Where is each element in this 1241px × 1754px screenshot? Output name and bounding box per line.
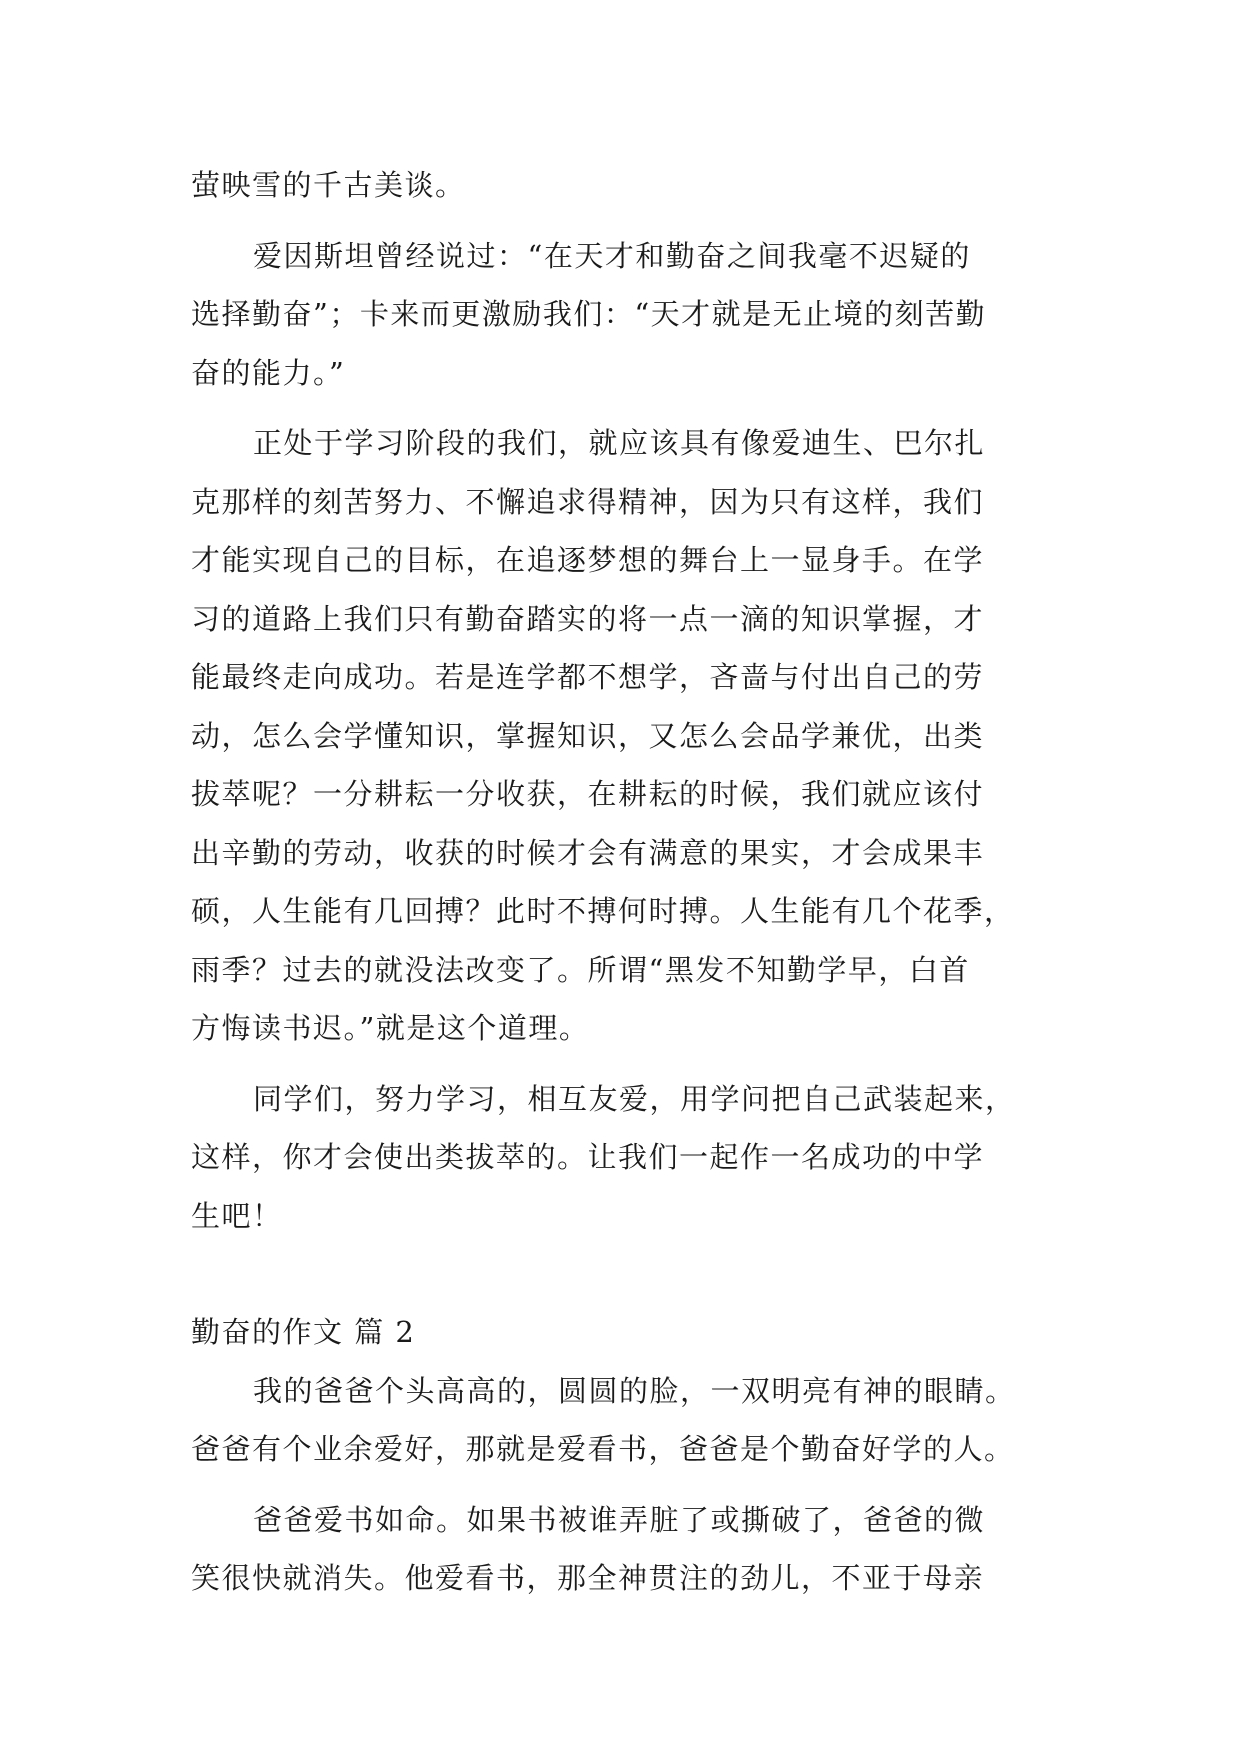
text-line: 爱因斯坦曾经说过：“在天才和勤奋之间我毫不迟疑的	[253, 238, 971, 273]
text-line: 克那样的刻苦努力、不懈追求得精神，因为只有这样，我们	[191, 484, 985, 519]
text-line: 爸爸爱书如命。如果书被谁弄脏了或撕破了，爸爸的微	[253, 1502, 986, 1537]
text-line: 正处于学习阶段的我们，就应该具有像爱迪生、巴尔扎	[253, 426, 986, 460]
text-line: 这样，你才会使出类拔萃的。让我们一起作一名成功的中学	[191, 1140, 985, 1174]
paragraph-continuation	[191, 156, 1051, 215]
text-line: 方悔读书迟。”就是这个道理。	[191, 1011, 590, 1045]
text-line: 才能实现自己的目标，在追逐梦想的舞台上一显身手。在学	[191, 543, 985, 577]
paragraph-study-stage	[191, 414, 1051, 1058]
text-line: 能最终走向成功。若是连学都不想学，吝啬与付出自己的劳	[191, 660, 985, 694]
text-line: 生吧！	[191, 1198, 283, 1233]
paragraph-classmates	[191, 1070, 1051, 1246]
text-line: 奋的能力。”	[191, 355, 346, 390]
text-line: 笑很快就消失。他爱看书，那全神贯注的劲儿，不亚于母亲	[191, 1561, 985, 1595]
text-line: 萤映雪的千古美谈。	[191, 168, 466, 202]
section-heading: 勤奋的作文 篇 2	[191, 1315, 416, 1349]
text-line: 习的道路上我们只有勤奋踏实的将一点一滴的知识掌握，才	[191, 601, 985, 636]
text-line: 硕，人生能有几回搏？此时不搏何时搏。人生能有几个花季，	[191, 894, 1015, 928]
text-line: 同学们，努力学习，相互友爱，用学问把自己武装起来，	[253, 1081, 1016, 1116]
text-line: 动，怎么会学懂知识，掌握知识，又怎么会品学兼优，出类	[191, 718, 985, 753]
paragraph-einstein-quote	[191, 227, 1051, 403]
text-line: 爸爸有个业余爱好，那就是爱看书，爸爸是个勤奋好学的人。	[191, 1432, 1015, 1466]
text-line: 雨季？过去的就没法改变了。所谓“黑发不知勤学早，白首	[191, 952, 970, 987]
text-line: 我的爸爸个头高高的，圆圆的脸，一双明亮有神的眼睛。	[253, 1373, 1016, 1408]
paragraph-father-intro	[191, 1362, 1051, 1479]
text-line: 选择勤奋”；卡来而更激励我们：“天才就是无止境的刻苦勤	[191, 297, 987, 331]
text-line: 拔萃呢？一分耕耘一分收获，在耕耘的时候，我们就应该付	[191, 777, 985, 811]
text-line: 出辛勤的劳动，收获的时候才会有满意的果实，才会成果丰	[191, 835, 985, 870]
paragraph-father-books	[191, 1491, 1051, 1608]
document-body	[191, 156, 1051, 1608]
